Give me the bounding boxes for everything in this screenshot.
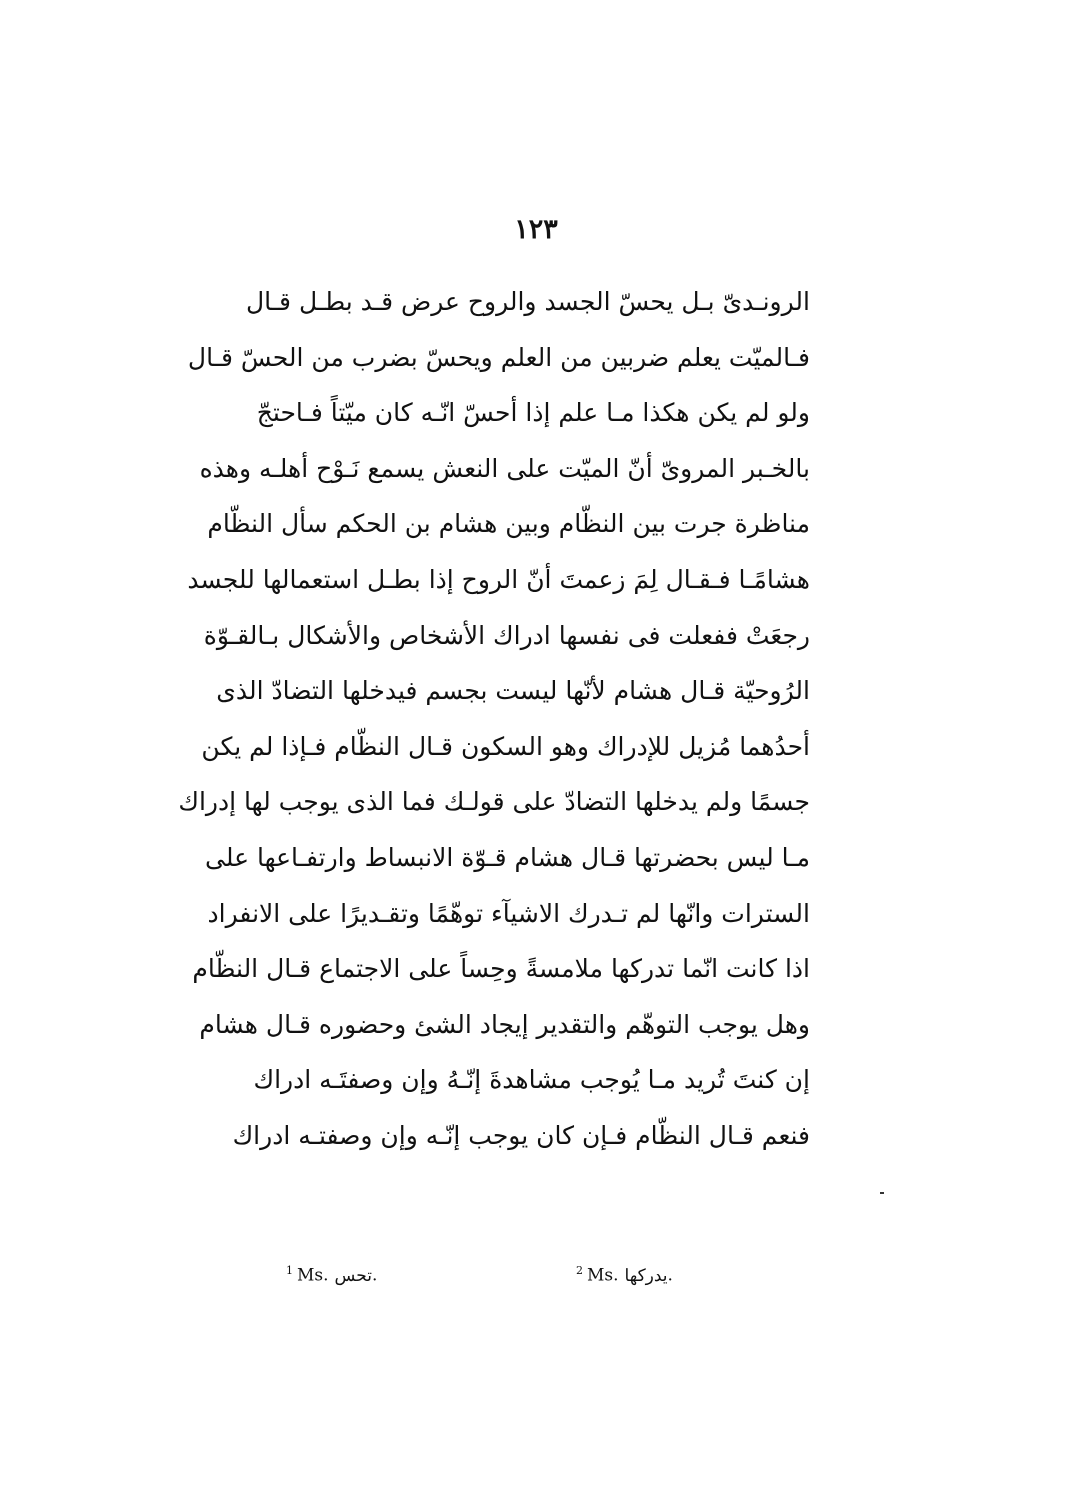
text-line: وهل يوجب التوهّم والتقدير إيجاد الشئ وحضوره قـال هشام: [199, 1009, 810, 1039]
main-text: [178, 274, 810, 1164]
footnote-ms: Ms.: [587, 1265, 619, 1286]
footnote-number: 1: [286, 1264, 293, 1277]
text-line: مـا ليس بحضرتها قـال هشام قـوّة الانبساط وارتفـاعها على: [204, 842, 810, 872]
text-line: جسمًا ولم يدخلها التضادّ على قولـك فما الذى يوجب لها إدراك: [178, 787, 810, 817]
text-line: ولو لم يكن هكذا مـا علم إذا أحسّ انّـه كان ميّتاً فـاحتجّ: [256, 398, 810, 428]
page-number: ١٢٣: [514, 214, 558, 245]
text-line: السترات وانّها لم تـدرك الاشيآء توهّمًا وتقـديرًا على الانفراد: [207, 898, 810, 928]
text-line: فنعم قـال النظّام فـإن كان يوجب إنّـه وإن وصفتـه ادراك: [232, 1120, 810, 1150]
text-line: اذا كانت انّما تدركها ملامسةً وحِساً على الاجتماع قـال النظّام: [192, 954, 810, 984]
text-line: إن كنتَ تُريد مـا يُوجب مشاهدةَ إنّـهُ وإن وصفتَـه ادراك: [253, 1065, 810, 1095]
text-line: مناظرة جرت بين النظّام وبين هشام بن الحكم سأل النظّام: [207, 509, 810, 539]
margin-mark: [880, 1192, 884, 1194]
text-line: الرونـدىّ بـل يحسّ الجسد والروح عرض قـد بطـل قـال: [245, 287, 810, 316]
footnotes: [262, 1264, 810, 1300]
text-line: الرُوحيّة قـال هشام لأنّها ليست بجسم فيدخلها التضادّ الذى: [216, 676, 810, 706]
footnote-2: $^2$ Ms. يدركها.: [576, 1264, 673, 1286]
footnote-ms: Ms.: [297, 1265, 329, 1286]
text-line: هشامًـا فـقـال لِمَ زعمتَ أنّ الروح إذا بطـل استعمالها للجسد: [187, 564, 810, 594]
text-line: فـالميّت يعلم ضربين من العلم ويحسّ بضرب من الحسّ قـال: [187, 342, 810, 372]
footnote-reading: تحس: [334, 1265, 372, 1286]
footnote-number: 2: [576, 1264, 583, 1277]
text-line: بالخـبر المروىّ أنّ الميّت على النعش يسمع نَـوْح أهلـه وهذه: [199, 453, 810, 483]
text-line: رجعَتْ ففعلت فى نفسها ادراك الأشخاص والأشكال بـالقـوّة: [203, 620, 810, 650]
footnote-reading: يدركها: [624, 1265, 668, 1286]
text-line: أحدُهما مُزيل للإدراك وهو السكون قـال النظّام فـإذا لم يكن: [201, 731, 810, 761]
footnote-1: $^1$ Ms. تحس.: [286, 1264, 378, 1286]
